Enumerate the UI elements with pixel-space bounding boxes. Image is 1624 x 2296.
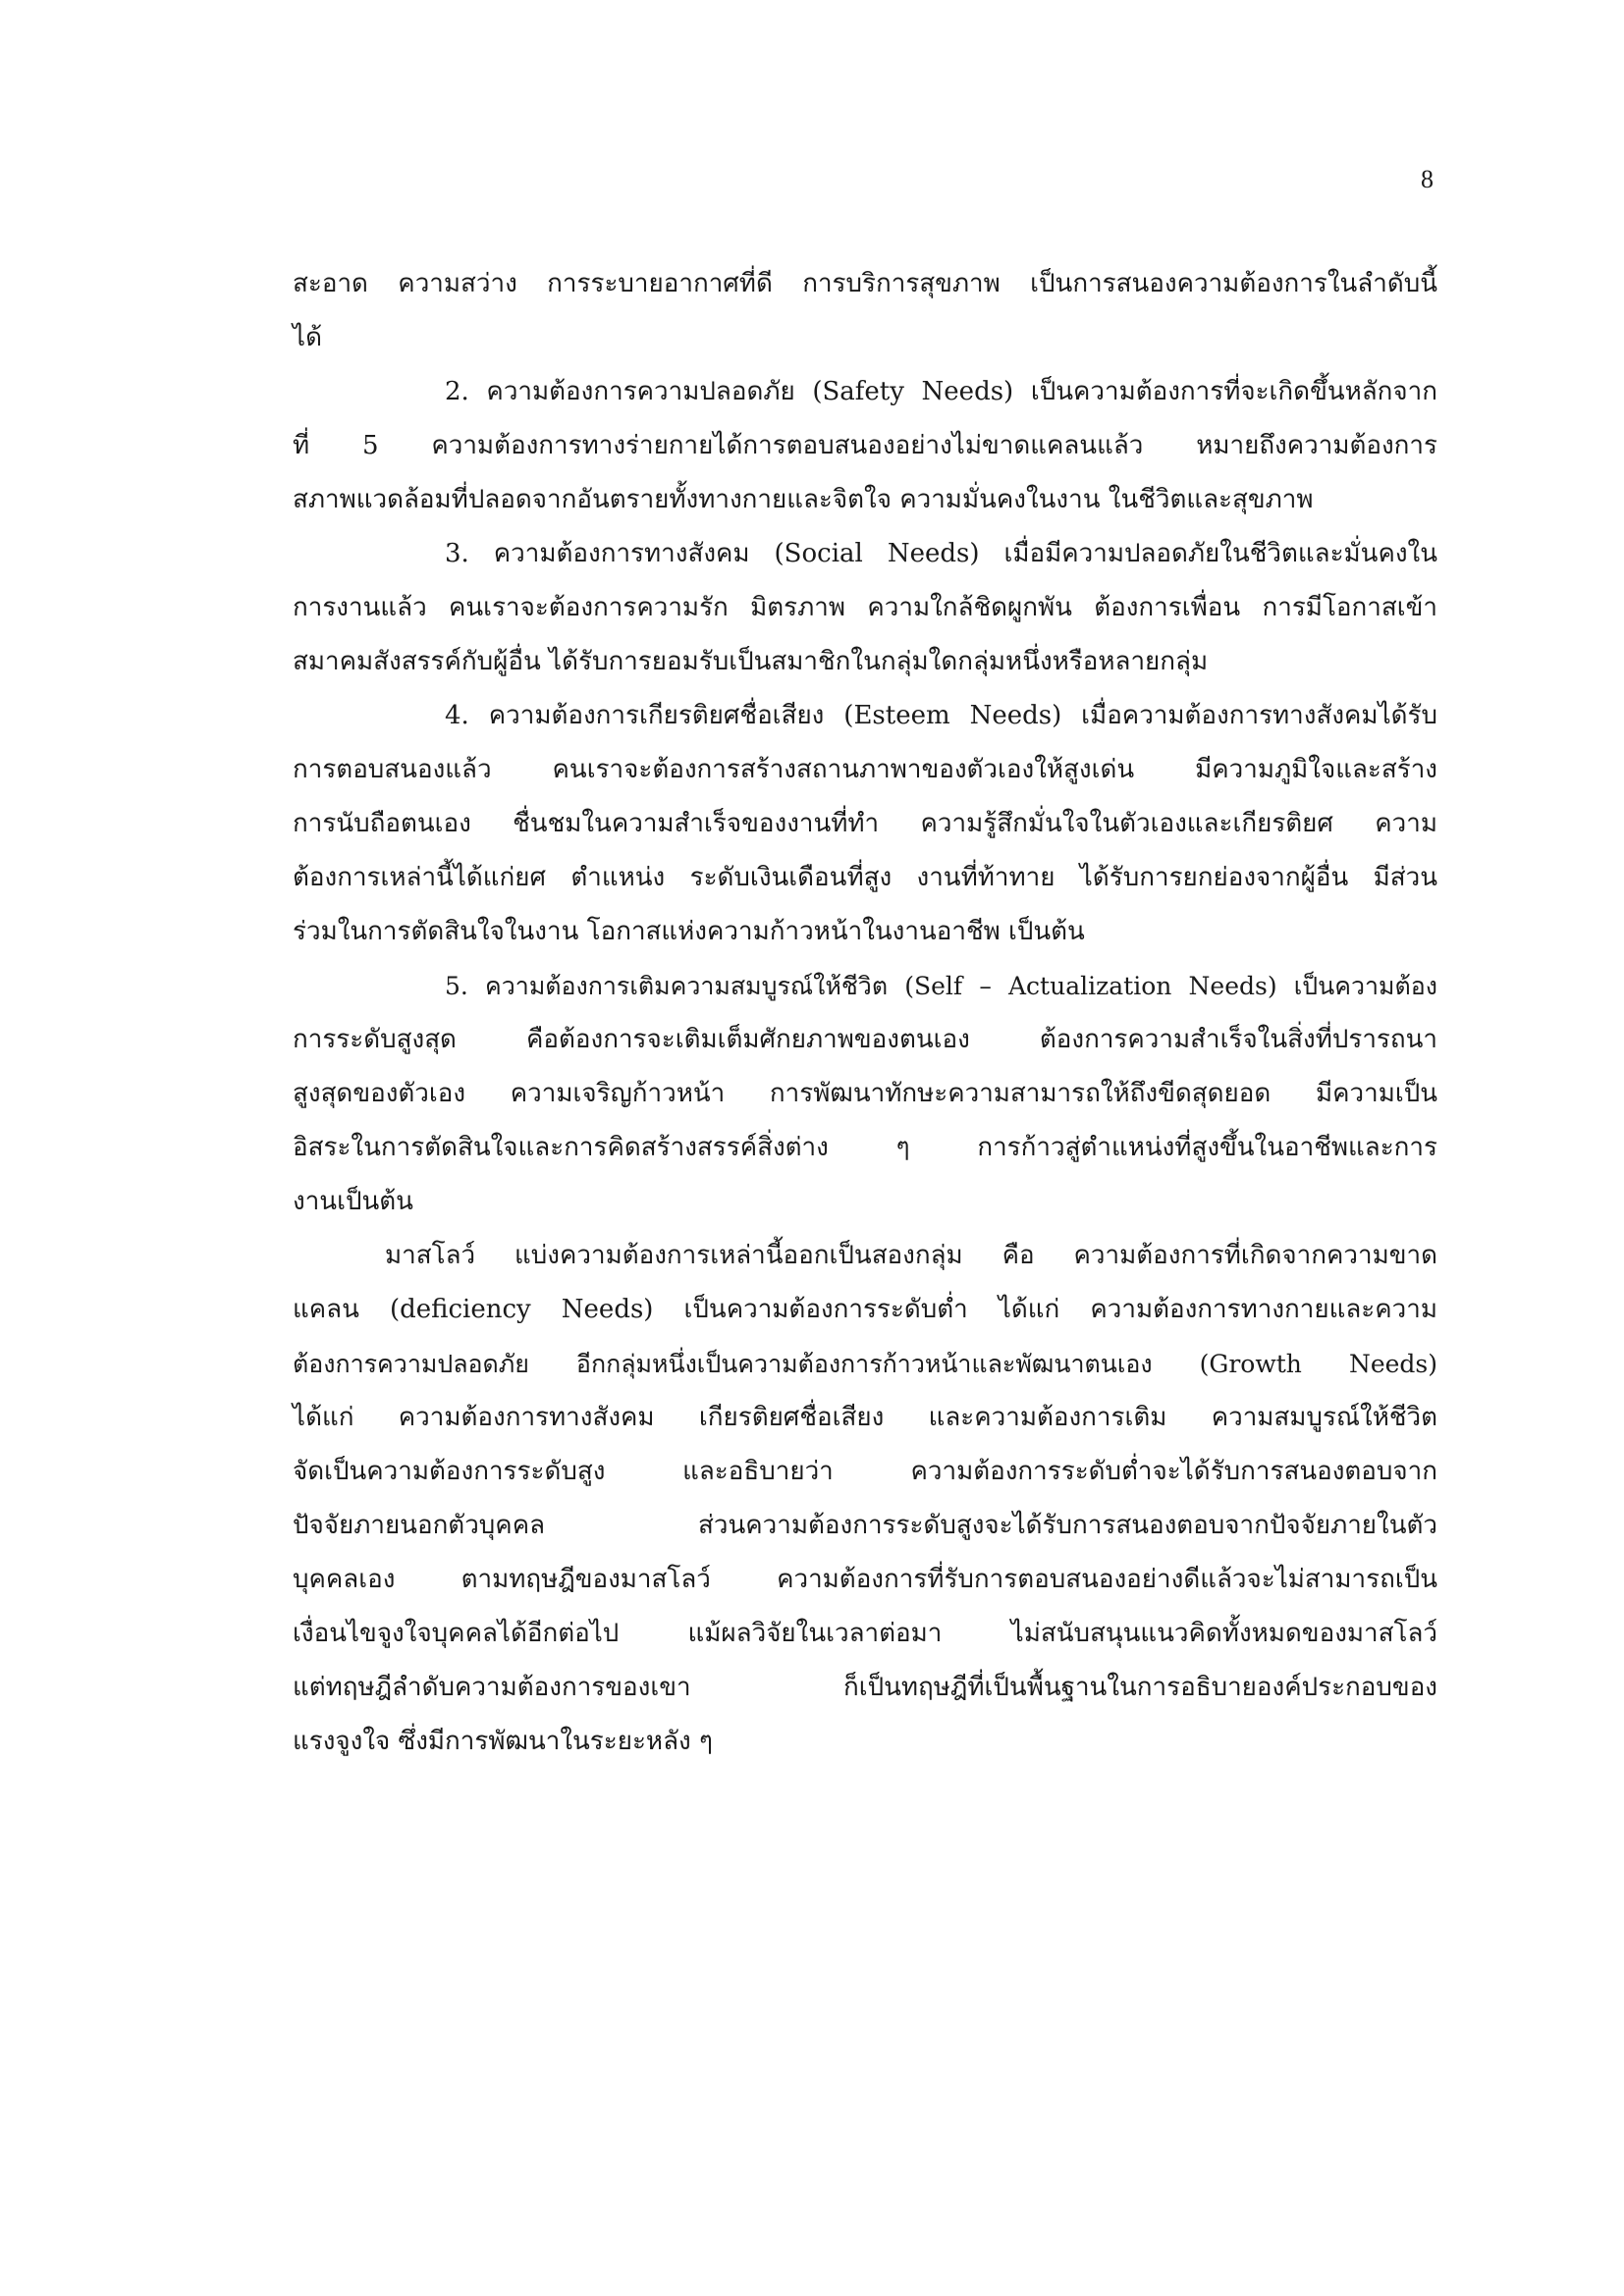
text-line: งานเป็นต้น bbox=[293, 1187, 413, 1216]
text-line: เงื่อนไขจูงใจบุคคลได้อีกต่อไป แม้ผลวิจัยในเวลาต่อมา ไม่สนับสนุนแนวคิดทั้งหมดของมาสโลว์ bbox=[293, 1619, 1437, 1648]
text-line: การงานแล้ว คนเราจะต้องการความรัก มิตรภาพ ความใกล้ชิดผูกพัน ต้องการเพื่อน การมีโอกาสเข้า bbox=[293, 593, 1437, 622]
text-line: ต้องการเหล่านี้ได้แก่ยศ ตำแหน่ง ระดับเงินเดือนที่สูง งานที่ท้าทาย ได้รับการยกย่องจากผู้อื่น มีส่วน bbox=[293, 863, 1437, 892]
text-line: จัดเป็นความต้องการระดับสูง และอธิบายว่า ความต้องการระดับต่ำจะได้รับการสนองตอบจาก bbox=[293, 1457, 1437, 1486]
text-line: ปัจจัยภายนอกตัวบุคคล ส่วนความต้องการระดับสูงจะได้รับการสนองตอบจากปัจจัยภายในตัว bbox=[293, 1511, 1437, 1540]
text-line: 5. ความต้องการเติมความสมบูรณ์ให้ชีวิต (Self – Actualization Needs) เป็นความต้อง bbox=[445, 972, 1437, 1000]
text-line: ได้ bbox=[293, 323, 322, 352]
text-line: การระดับสูงสุด คือต้องการจะเติมเต็มศักยภาพของตนเอง ต้องการความสำเร็จในสิ่งที่ปรารถนา bbox=[293, 1025, 1437, 1054]
paragraph-social-needs bbox=[293, 527, 1437, 689]
text-line: การนับถือตนเอง ชื่นชมในความสำเร็จของงานที่ทำ ความรู้สึกมั่นใจในตัวเองและเกียรติยศ ความ bbox=[293, 809, 1437, 838]
text-line: แรงจูงใจ ซึ่งมีการพัฒนาในระยะหลัง ๆ bbox=[293, 1727, 713, 1756]
page-number: 8 bbox=[1421, 165, 1434, 193]
body-text bbox=[293, 257, 1437, 1769]
text-line: ร่วมในการตัดสินใจในงาน โอกาสแห่งความก้าวหน้าในงานอาชีพ เป็นต้น bbox=[293, 917, 1085, 946]
text-line: ที่ 5 ความต้องการทางร่ายกายได้การตอบสนองอย่างไม่ขาดแคลนแล้ว หมายถึงความต้องการ bbox=[293, 431, 1437, 460]
paragraph-continuation bbox=[293, 257, 1437, 365]
text-line: 2. ความต้องการความปลอดภัย (Safety Needs) เป็นความต้องการที่จะเกิดขึ้นหลักจาก bbox=[445, 377, 1437, 406]
text-line: แคลน (deficiency Needs) เป็นความต้องการระดับต่ำ ได้แก่ ความต้องการทางกายและความ bbox=[293, 1295, 1437, 1324]
text-line: สมาคมสังสรรค์กับผู้อื่น ได้รับการยอมรับเป็นสมาชิกในกลุ่มใดกลุ่มหนึ่งหรือหลายกลุ่ม bbox=[293, 647, 1209, 676]
paragraph-esteem-needs bbox=[293, 689, 1437, 959]
text-line: 3. ความต้องการทางสังคม (Social Needs) เมื่อมีความปลอดภัยในชีวิตและมั่นคงใน bbox=[445, 539, 1437, 568]
text-line: สูงสุดของตัวเอง ความเจริญก้าวหน้า การพัฒนาทักษะความสามารถให้ถึงขีดสุดยอด มีความเป็น bbox=[293, 1079, 1437, 1108]
text-line: สภาพแวดล้อมที่ปลอดจากอันตรายทั้งทางกายและจิตใจ ความมั่นคงในงาน ในชีวิตและสุขภาพ bbox=[293, 485, 1314, 514]
text-line: สะอาด ความสว่าง การระบายอากาศที่ดี การบริการสุขภาพ เป็นการสนองความต้องการในลำดับนี้ bbox=[293, 269, 1437, 298]
paragraph-maslow-groups bbox=[293, 1229, 1437, 1769]
text-line: การตอบสนองแล้ว คนเราจะต้องการสร้างสถานภาพาของตัวเองให้สูงเด่น มีความภูมิใจและสร้าง bbox=[293, 755, 1437, 784]
paragraph-safety-needs bbox=[293, 365, 1437, 527]
text-line: บุคคลเอง ตามทฤษฎีของมาสโลว์ ความต้องการที่รับการตอบสนองอย่างดีแล้วจะไม่สามารถเป็น bbox=[293, 1565, 1437, 1594]
text-line: แต่ทฤษฎีลำดับความต้องการของเขา ก็เป็นทฤษฎีที่เป็นพื้นฐานในการอธิบายองค์ประกอบของ bbox=[293, 1673, 1437, 1702]
text-line: ต้องการความปลอดภัย อีกกลุ่มหนึ่งเป็นความต้องการก้าวหน้าและพัฒนาตนเอง (Growth Needs) bbox=[293, 1350, 1437, 1378]
text-line: มาสโลว์ แบ่งความต้องการเหล่านี้ออกเป็นสองกลุ่ม คือ ความต้องการที่เกิดจากความขาด bbox=[385, 1241, 1437, 1270]
text-line: 4. ความต้องการเกียรติยศชื่อเสียง (Esteem Needs) เมื่อความต้องการทางสังคมได้รับ bbox=[445, 701, 1437, 730]
text-line: อิสระในการตัดสินใจและการคิดสร้างสรรค์สิ่งต่าง ๆ การก้าวสู่ตำแหน่งที่สูงขึ้นในอาชีพและการ bbox=[293, 1133, 1437, 1162]
text-line: ได้แก่ ความต้องการทางสังคม เกียรติยศชื่อเสียง และความต้องการเติม ความสมบูรณ์ให้ชีวิต bbox=[293, 1403, 1437, 1432]
paragraph-self-actualization-needs bbox=[293, 959, 1437, 1229]
